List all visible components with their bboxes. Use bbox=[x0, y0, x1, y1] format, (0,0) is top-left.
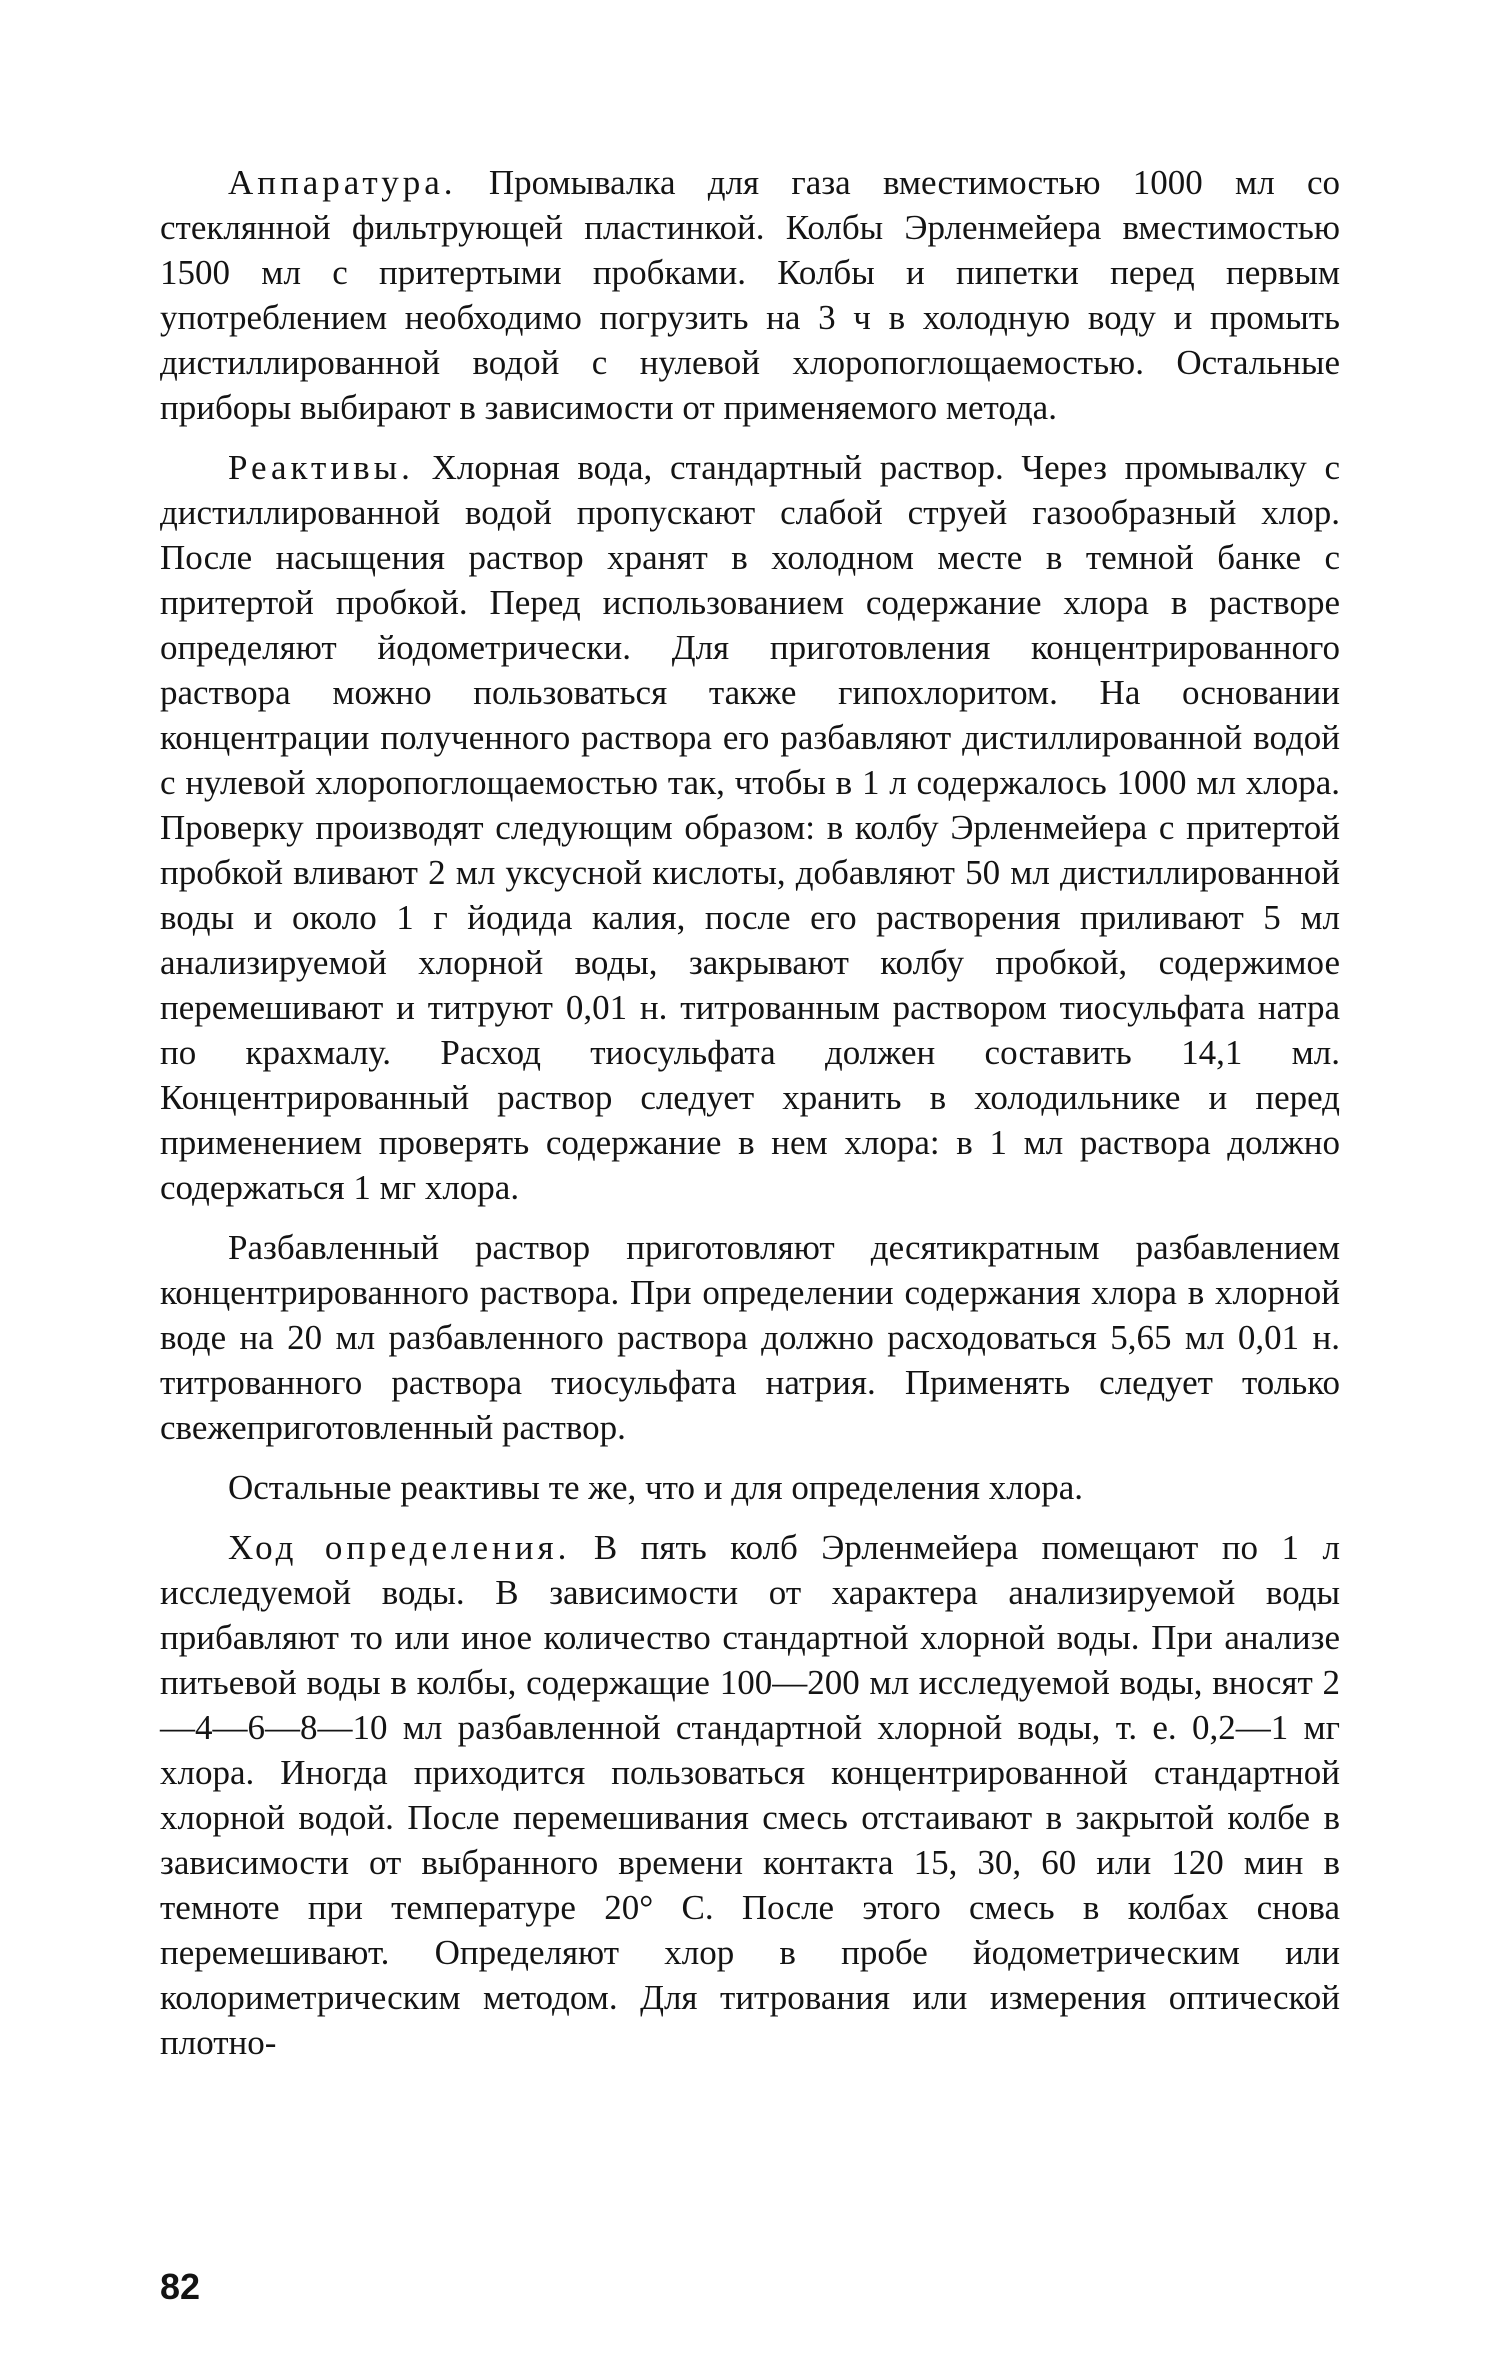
paragraph-apparatus bbox=[160, 160, 1340, 430]
paragraph-text: Хлорная вода, стандартный раствор. Через промывалку с дистиллированной водой пропускают слабой струей газообразный хлор. После насыщения раствор хранят в холодном месте в темной банке с притертой пробкой. Перед использованием содержание хлора в растворе определяют йодометрически. Для приготовления концентрированного раствора можно пользоваться также гипохлоритом. На основании концентрации полученного раствора его разбавляют дистиллированной водой с нулевой хлоропоглощаемостью так, чтобы в 1 л содержалось 1000 мл хлора. Проверку производят следующим образом: в колбу Эрленмейера с притертой пробкой вливают 2 мл уксусной кислоты, добавляют 50 мл дистиллированной воды и около 1 г йодида калия, после его растворения приливают 5 мл анализируемой хлорной воды, закрывают колбу пробкой, содержимое перемешивают и титруют 0,01 н. титрованным раствором тиосульфата натра по крахмалу. Расход тиосульфата должен составить 14,1 мл. Концентрированный раствор следует хранить в холодильнике и перед применением проверять содержание в нем хлора: в 1 мл раствора должно содержаться 1 мг хлора. bbox=[160, 448, 1341, 1207]
paragraph-diluted-solution bbox=[160, 1225, 1340, 1450]
paragraph-text: Промывалка для газа вместимостью 1000 мл со стеклянной фильтрующей пластинкой. Колбы Эрленмейера вместимостью 1500 мл с притертыми пробками. Колбы и пипетки перед первым употреблением необходимо погрузить на 3 ч в холодную воду и промыть дистиллированной водой с нулевой хлоропоглощаемостью. Остальные приборы выбирают в зависимости от применяемого метода. bbox=[160, 163, 1340, 427]
paragraph-text: Разбавленный раствор приготовляют десятикратным разбавлением концентрированного раствора. При определении содержания хлора в хлорной воде на 20 мл разбавленного раствора должно расходоваться 5,65 мл 0,01 н. титрованного раствора тиосульфата натрия. Применять следует только свежеприготовленный раствор. bbox=[160, 1228, 1340, 1447]
paragraph-lead: Ход определения. bbox=[228, 1528, 571, 1567]
page-number: 82 bbox=[160, 2266, 201, 2307]
paragraph-text: Остальные реактивы те же, что и для определения хлора. bbox=[228, 1468, 1084, 1507]
paragraph-lead: Аппаратура. bbox=[228, 163, 457, 202]
paragraph-lead: Реактивы. bbox=[228, 448, 414, 487]
paragraph-other-reagents bbox=[160, 1465, 1340, 1510]
paragraph-text: В пять колб Эрленмейера помещают по 1 л исследуемой воды. В зависимости от характера анализируемой воды прибавляют то или иное количество стандартной хлорной воды. При анализе питьевой воды в колбы, содержащие 100—200 мл исследуемой воды, вносят 2—4—6—8—10 мл разбавленной стандартной хлорной воды, т. е. 0,2—1 мг хлора. Иногда приходится пользоваться концентрированной стандартной хлорной водой. После перемешивания смесь отстаивают в закрытой колбе в зависимости от выбранного времени контакта 15, 30, 60 или 120 мин в темноте при температуре 20° С. После этого смесь в колбах снова перемешивают. Определяют хлор в пробе йодометрическим или колориметрическим методом. Для титрования или измерения оптической плотно- bbox=[160, 1528, 1341, 2062]
paragraph-reagents bbox=[160, 445, 1340, 1210]
paragraph-procedure bbox=[160, 1525, 1340, 2065]
page-body bbox=[160, 160, 1340, 2065]
